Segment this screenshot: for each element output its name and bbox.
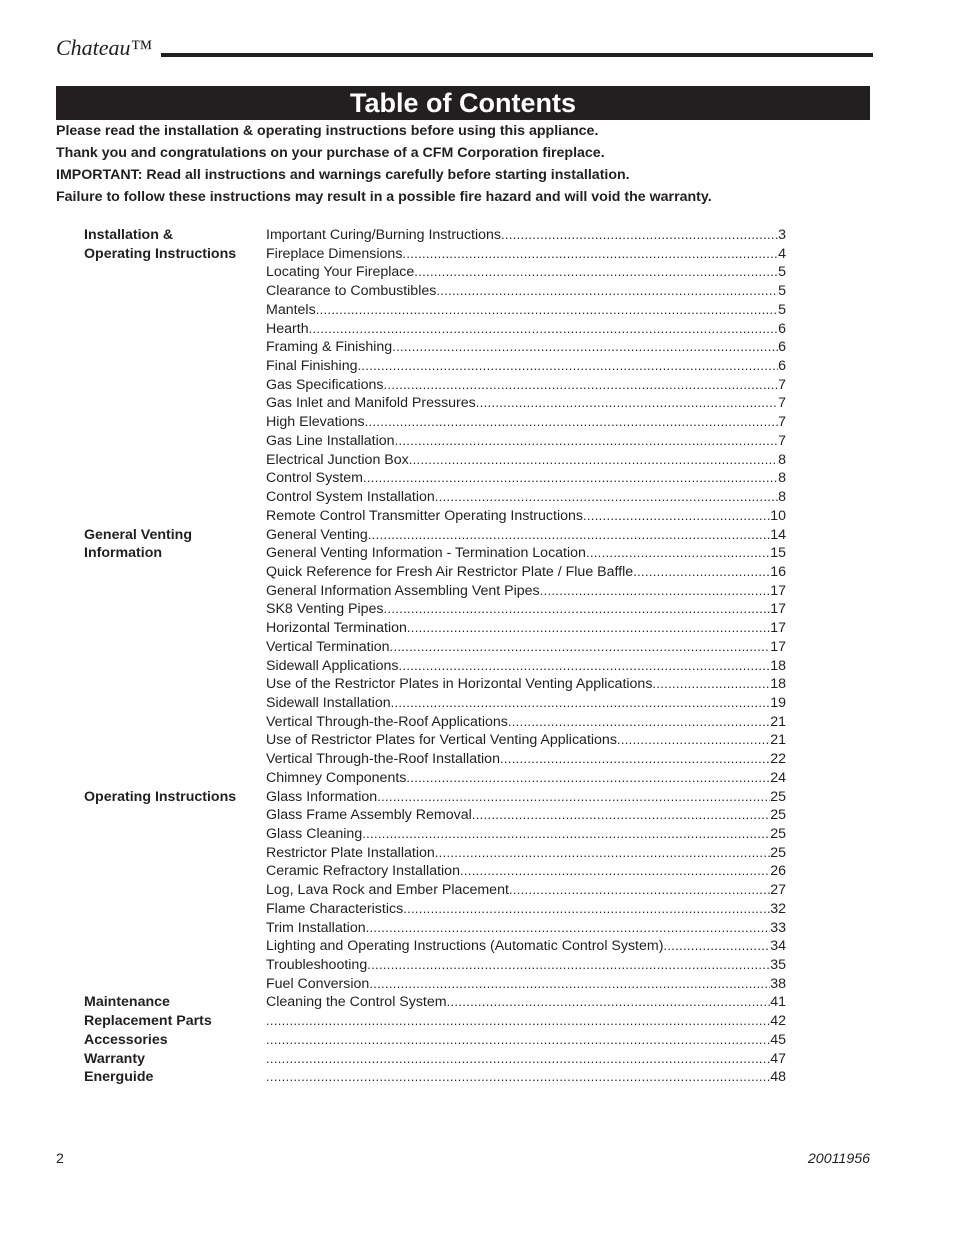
toc-entry-title: Glass Information: [266, 788, 378, 805]
toc-entry-page: 5: [778, 264, 786, 281]
toc-section-label: [84, 1068, 266, 1087]
toc-entry-page: 8: [778, 451, 786, 468]
toc-section: [84, 226, 786, 526]
header-rule: [161, 53, 873, 57]
toc-entry[interactable]: [266, 1068, 786, 1087]
dot-leader: [435, 844, 770, 863]
table-of-contents: [84, 226, 786, 1087]
dot-leader: [540, 582, 771, 601]
toc-entries: [266, 1050, 786, 1069]
dot-leader: [369, 975, 770, 994]
toc-section: [84, 1012, 786, 1031]
section-label-line: Accessories: [84, 1031, 168, 1048]
toc-entry-page: 8: [778, 489, 786, 506]
dot-leader: [384, 600, 771, 619]
dot-leader: [309, 320, 779, 339]
toc-section-label: [84, 1031, 266, 1050]
dot-leader: [414, 263, 778, 282]
dot-leader: [266, 1031, 770, 1050]
toc-entry-title: Framing & Finishing: [266, 339, 393, 356]
toc-entry-page: 21: [770, 713, 786, 730]
toc-entry[interactable]: [266, 600, 786, 619]
toc-entry-page: 7: [778, 432, 786, 449]
dot-leader: [436, 282, 778, 301]
toc-entry[interactable]: [266, 769, 786, 788]
toc-entry-page: 8: [778, 470, 786, 487]
toc-entry[interactable]: [266, 563, 786, 582]
dot-leader: [368, 526, 770, 545]
toc-entry[interactable]: [266, 245, 786, 264]
toc-entry[interactable]: [266, 713, 786, 732]
toc-entry-title: Ceramic Refractory Installation: [266, 863, 460, 880]
section-label-line: Replacement Parts: [84, 1013, 212, 1030]
toc-entry[interactable]: [266, 844, 786, 863]
toc-entry[interactable]: [266, 263, 786, 282]
toc-entry-title: General Venting: [266, 526, 368, 543]
toc-entry-page: 34: [770, 938, 786, 955]
dot-leader: [407, 619, 770, 638]
dot-leader: [476, 394, 778, 413]
toc-entry-page: 25: [770, 844, 786, 861]
toc-entry-page: 5: [778, 283, 786, 300]
toc-entry-title: General Information Assembling Vent Pipes: [266, 582, 540, 599]
intro-line: Failure to follow these instructions may result in a possible fire hazard and will void the warranty.: [56, 189, 712, 205]
dot-leader: [435, 488, 778, 507]
section-label-line: Operating Instructions: [84, 788, 237, 805]
toc-entry[interactable]: [266, 675, 786, 694]
toc-entry-title: Trim Installation: [266, 919, 366, 936]
toc-section: [84, 526, 786, 788]
toc-entry-title: Final Finishing: [266, 358, 358, 375]
toc-entry-title: Glass Frame Assembly Removal: [266, 807, 472, 824]
toc-entry-page: 33: [770, 919, 786, 936]
toc-entry-title: Lighting and Operating Instructions (Automatic Control System): [266, 938, 664, 955]
toc-entry-title: Control System: [266, 470, 363, 487]
dot-leader: [357, 357, 778, 376]
intro-line: Thank you and congratulations on your purchase of a CFM Corporation fireplace.: [56, 145, 605, 161]
toc-entry[interactable]: [266, 750, 786, 769]
toc-section-label: [84, 993, 266, 1012]
toc-entry-title: Mantels: [266, 301, 316, 318]
toc-entry[interactable]: [266, 638, 786, 657]
toc-entry-page: 47: [770, 1050, 786, 1067]
dot-leader: [316, 301, 778, 320]
toc-entry-title: Locating Your Fireplace: [266, 264, 415, 281]
dot-leader: [365, 413, 779, 432]
toc-entry[interactable]: [266, 657, 786, 676]
toc-entry[interactable]: [266, 451, 786, 470]
toc-entry[interactable]: [266, 937, 786, 956]
toc-entry-page: 6: [778, 339, 786, 356]
toc-entry[interactable]: [266, 919, 786, 938]
toc-entry-page: 21: [770, 732, 786, 749]
toc-entry-title: Log, Lava Rock and Ember Placement: [266, 882, 509, 899]
toc-entry-title: Hearth: [266, 320, 309, 337]
dot-leader: [472, 806, 770, 825]
toc-entry[interactable]: [266, 320, 786, 339]
toc-entry-title: SK8 Venting Pipes: [266, 601, 384, 618]
toc-entry-page: 5: [778, 301, 786, 318]
toc-entry-page: 35: [770, 957, 786, 974]
toc-entry-title: Troubleshooting: [266, 957, 368, 974]
toc-entry-title: Gas Specifications: [266, 376, 384, 393]
toc-entry-title: Sidewall Applications: [266, 657, 399, 674]
toc-entries: [266, 788, 786, 994]
toc-entry-title: Glass Cleaning: [266, 826, 363, 842]
toc-entry[interactable]: [266, 806, 786, 825]
toc-entry-title: Use of Restrictor Plates for Vertical Venting Applications: [266, 732, 617, 749]
toc-section: [84, 1050, 786, 1069]
section-label-line: Maintenance: [84, 994, 170, 1011]
toc-entry[interactable]: [266, 731, 786, 750]
toc-section-label: [84, 1050, 266, 1069]
toc-entry-page: 7: [778, 376, 786, 393]
title-banner: [56, 86, 870, 120]
toc-entry[interactable]: [266, 282, 786, 301]
toc-entry-page: 16: [770, 563, 786, 580]
section-label-line: Information: [84, 545, 163, 562]
toc-entry-title: Cleaning the Control System: [266, 994, 447, 1011]
toc-entry-page: 32: [770, 900, 786, 917]
dot-leader: [363, 469, 778, 488]
toc-section: [84, 1031, 786, 1050]
dot-leader: [409, 451, 778, 470]
toc-entry-page: 18: [770, 676, 786, 693]
toc-entry-page: 7: [778, 414, 786, 431]
toc-section: [84, 1068, 786, 1087]
dot-leader: [390, 638, 771, 657]
dot-leader: [402, 245, 778, 264]
toc-entry-title: Vertical Through-the-Roof Applications: [266, 713, 508, 730]
toc-section-label: [84, 226, 266, 526]
dot-leader: [586, 544, 770, 563]
toc-section: [84, 993, 786, 1012]
toc-entry-title: Gas Inlet and Manifold Pressures: [266, 395, 476, 412]
toc-entry-title: Quick Reference for Fresh Air Restrictor Plate / Flue Baffle: [266, 563, 634, 580]
toc-entry[interactable]: [266, 526, 786, 545]
toc-entry[interactable]: [266, 1031, 786, 1050]
dot-leader: [583, 507, 770, 526]
toc-entry[interactable]: [266, 432, 786, 451]
toc-entry-title: Restrictor Plate Installation: [266, 844, 435, 861]
toc-entry[interactable]: [266, 394, 786, 413]
toc-section: [84, 788, 786, 994]
toc-entry-page: 19: [770, 694, 786, 711]
toc-entry-page: 15: [770, 545, 786, 562]
dot-leader: [447, 993, 771, 1012]
toc-entry[interactable]: [266, 301, 786, 320]
toc-entry[interactable]: [266, 862, 786, 881]
toc-entry-title: Electrical Junction Box: [266, 451, 409, 468]
toc-entries: [266, 226, 786, 526]
toc-entry[interactable]: [266, 619, 786, 638]
page-title: Table of Contents: [350, 88, 576, 118]
toc-entry[interactable]: [266, 488, 786, 507]
section-label-line: Warranty: [84, 1050, 145, 1067]
toc-entry[interactable]: [266, 338, 786, 357]
toc-entry[interactable]: [266, 376, 786, 395]
dot-leader: [392, 338, 778, 357]
toc-entry-page: 3: [778, 227, 786, 243]
document-number: 20011956: [807, 1151, 870, 1167]
toc-entry-page: 25: [770, 807, 786, 824]
dot-leader: [395, 432, 779, 451]
toc-entry-page: 6: [778, 320, 786, 337]
dot-leader: [399, 657, 771, 676]
dot-leader: [509, 881, 770, 900]
toc-entry-title: Horizontal Termination: [266, 620, 407, 637]
toc-entry[interactable]: [266, 582, 786, 601]
section-label-line: Installation &: [84, 227, 174, 243]
toc-entry-title: Chimney Components: [266, 769, 407, 786]
dot-leader: [366, 919, 771, 938]
toc-entry-title: Clearance to Combustibles: [266, 283, 437, 300]
section-label-line: Energuide: [84, 1069, 154, 1086]
toc-entry-page: 18: [770, 657, 786, 674]
toc-entry-page: 17: [770, 638, 786, 655]
toc-entry-page: 17: [770, 620, 786, 637]
toc-entry-page: 27: [770, 882, 786, 899]
toc-entry[interactable]: [266, 413, 786, 432]
toc-entry-title: Fuel Conversion: [266, 975, 370, 992]
brand-name: Chateau™: [56, 35, 153, 60]
toc-entry-page: 41: [770, 994, 786, 1011]
dot-leader: [266, 1012, 770, 1031]
dot-leader: [367, 956, 770, 975]
section-label-line: Operating Instructions: [84, 245, 237, 262]
dot-leader: [403, 900, 770, 919]
toc-entry-title: Important Curing/Burning Instructions: [266, 227, 501, 243]
dot-leader: [406, 769, 770, 788]
toc-entries: [266, 1031, 786, 1050]
toc-entry[interactable]: [266, 694, 786, 713]
toc-entry-page: 17: [770, 601, 786, 618]
toc-entry[interactable]: [266, 975, 786, 994]
toc-entry-title: Vertical Through-the-Roof Installation: [266, 751, 500, 768]
dot-leader: [617, 731, 770, 750]
toc-entry-page: 38: [770, 975, 786, 992]
toc-entry-title: High Elevations: [266, 414, 365, 431]
toc-entry-page: 48: [770, 1069, 786, 1086]
toc-entry[interactable]: [266, 1012, 786, 1031]
toc-entry-page: 14: [770, 526, 786, 543]
toc-entry-title: Use of the Restrictor Plates in Horizontal Venting Applications: [266, 676, 653, 693]
dot-leader: [384, 376, 779, 395]
toc-entries: [266, 1012, 786, 1031]
toc-entry[interactable]: [266, 1050, 786, 1069]
dot-leader: [266, 1050, 770, 1069]
toc-entry-page: 17: [770, 582, 786, 599]
toc-entry-page: 26: [770, 863, 786, 880]
toc-entry[interactable]: [266, 788, 786, 807]
page-number: 2: [56, 1151, 64, 1167]
toc-entry-page: 42: [770, 1013, 786, 1030]
toc-entry[interactable]: [266, 357, 786, 376]
toc-entry-page: 22: [770, 751, 786, 768]
dot-leader: [362, 825, 770, 844]
toc-entry-title: Gas Line Installation: [266, 432, 395, 449]
toc-entry-title: Control System Installation: [266, 489, 435, 506]
dot-leader: [633, 563, 770, 582]
toc-entry-title: Flame Characteristics: [266, 900, 404, 917]
toc-entry[interactable]: [266, 993, 786, 1012]
toc-entry-page: 24: [770, 769, 786, 786]
intro-line: IMPORTANT: Read all instructions and warnings carefully before starting installation.: [56, 167, 630, 183]
toc-entry-title: Sidewall Installation: [266, 694, 391, 711]
toc-entry-page: 6: [778, 358, 786, 375]
toc-entry[interactable]: [266, 900, 786, 919]
toc-entry-title: Remote Control Transmitter Operating Instructions: [266, 507, 583, 524]
section-label-line: General Venting: [84, 526, 193, 543]
toc-entry[interactable]: [266, 881, 786, 900]
toc-entry[interactable]: [266, 544, 786, 563]
toc-entry[interactable]: [266, 469, 786, 488]
dot-leader: [377, 788, 770, 807]
dot-leader: [266, 1068, 770, 1087]
toc-entry-title: Vertical Termination: [266, 638, 390, 655]
toc-entry-page: 45: [770, 1031, 786, 1048]
intro-notice: [56, 120, 916, 208]
toc-section-label: [84, 1012, 266, 1031]
toc-entry-page: 10: [770, 507, 786, 524]
dot-leader: [391, 694, 771, 713]
toc-section-label: [84, 526, 266, 788]
dot-leader: [663, 937, 770, 956]
toc-entry[interactable]: [266, 825, 786, 844]
toc-entry-title: Fireplace Dimensions: [266, 245, 403, 262]
dot-leader: [460, 862, 770, 881]
toc-entries: [266, 1068, 786, 1087]
intro-line: Please read the installation & operating instructions before using this appliance.: [56, 123, 599, 139]
dot-leader: [500, 750, 770, 769]
dot-leader: [501, 226, 778, 245]
toc-entry[interactable]: [266, 956, 786, 975]
toc-entries: [266, 526, 786, 788]
toc-entry-page: 25: [770, 788, 786, 805]
toc-entries: [266, 993, 786, 1012]
toc-entry[interactable]: [266, 507, 786, 526]
toc-entry-page: 25: [770, 826, 786, 842]
toc-entry-page: 7: [778, 395, 786, 412]
dot-leader: [508, 713, 770, 732]
toc-entry-title: General Venting Information - Termination Location: [266, 545, 586, 562]
toc-section-label: [84, 788, 266, 994]
dot-leader: [652, 675, 770, 694]
toc-entry-page: 4: [778, 245, 786, 262]
toc-entry[interactable]: [266, 226, 786, 245]
